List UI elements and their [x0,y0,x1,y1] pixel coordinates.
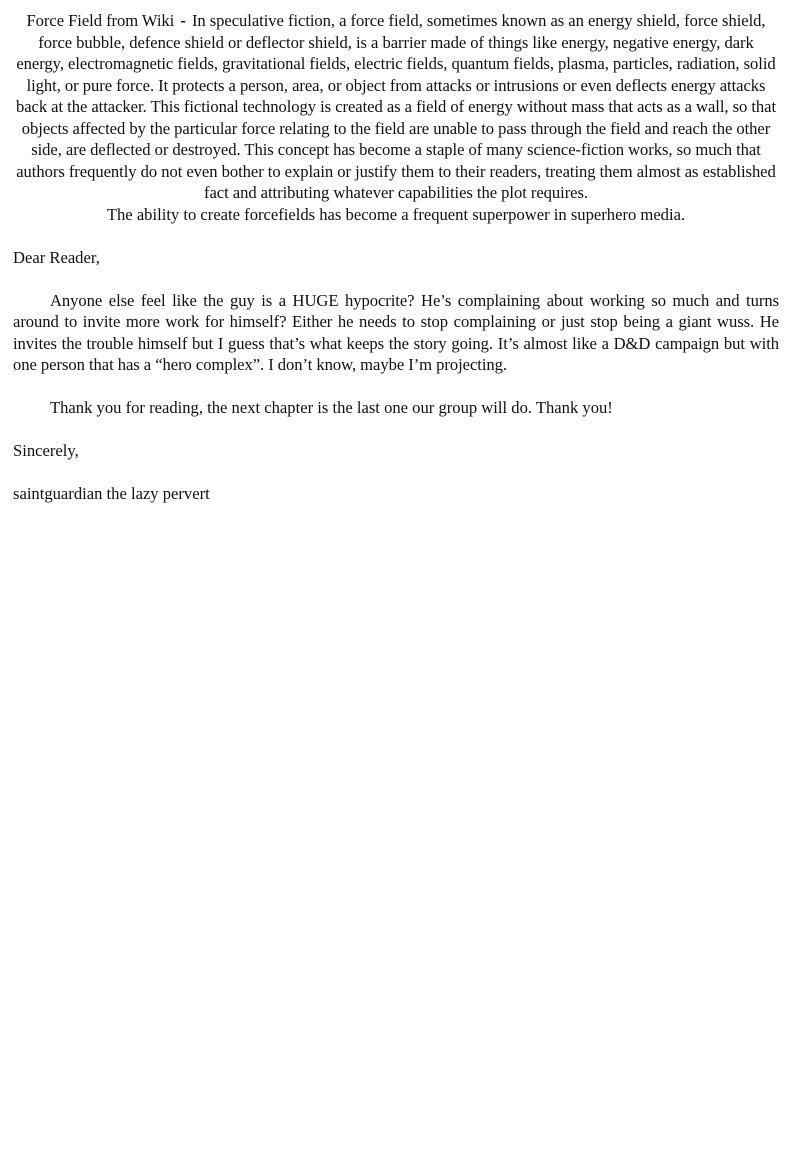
letter-signature: saintguardian the lazy pervert [13,484,210,503]
wiki-excerpt [13,10,779,204]
letter-greeting: Dear Reader, [13,247,100,267]
wiki-superpower-line: The ability to create forcefields has become a frequent superpower in superhero media. [106,204,686,224]
wiki-separator: - [180,11,186,30]
document-page [13,10,779,505]
wiki-title: Force Field from Wiki [26,11,175,30]
wiki-body: In speculative fiction, a force field, sometimes known as an energy shield, force shield, force bubble, defence shield or deflector shield, is a barrier made of things like energy, negative energy, dark energy, electromagnetic fields, gravitational fields, electric fields, quantum fields, plasma, particles, radiation, solid light, or pure force. It protects a person, area, or object from attacks or intrusions or even deflects energy attacks back at the attacker. This fictional technology is created as a field of energy without mass that acts as a wall, so that objects affected by the particular force relating to the field are unable to pass through the field and reach the other side, are deflected or destroyed. This concept has become a staple of many science-fiction works, so much that authors frequently do not even bother to explain or justify them to their readers, treating them almost as established fact and attributing whatever capabilities the plot requires. [15,11,777,202]
letter-closing: Sincerely, [13,441,79,460]
letter-paragraph-2: Thank you for reading, the next chapter is the last one our group will do. Thank you! [50,398,613,417]
letter-paragraph-1: Anyone else feel like the guy is a HUGE hypocrite? He’s complaining about working so much and turns around to invite more work for himself? Either he needs to stop complaining or just stop being a giant wuss. He invites the trouble himself but I guess that’s what keeps the story going. It’s almost like a D&D campaign but with one person that has a “hero complex”. I don’t know, maybe I’m projecting. [13,290,779,374]
